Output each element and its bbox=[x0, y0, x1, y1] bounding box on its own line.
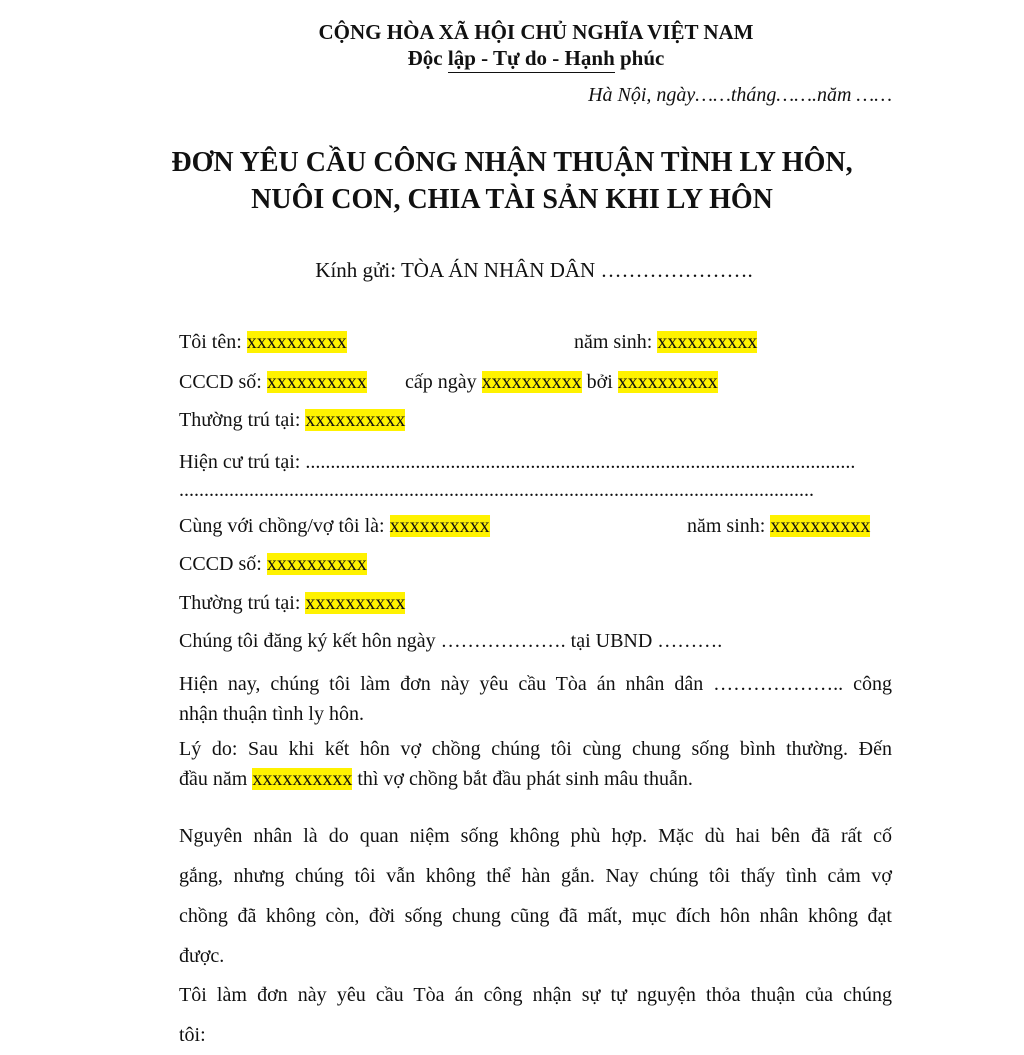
applicant-name-value: xxxxxxxxxx bbox=[246, 331, 347, 353]
spouse-residence-row bbox=[179, 592, 405, 615]
request-paragraph bbox=[179, 669, 892, 729]
spouse-name-row bbox=[179, 515, 490, 538]
spouse-birth-row bbox=[687, 515, 870, 538]
closing-line-2: tôi: bbox=[179, 1024, 206, 1046]
applicant-issued-value: xxxxxxxxxx bbox=[481, 371, 582, 393]
motto-suffix: phúc bbox=[614, 46, 665, 70]
applicant-residence-row bbox=[179, 409, 405, 432]
applicant-current-row bbox=[179, 451, 892, 474]
applicant-by-value: xxxxxxxxxx bbox=[617, 371, 718, 393]
cause-paragraph bbox=[179, 816, 892, 976]
spouse-birth-label: năm sinh: bbox=[687, 515, 771, 537]
motto-prefix: Độc bbox=[407, 46, 448, 70]
applicant-id-value: xxxxxxxxxx bbox=[266, 371, 367, 393]
applicant-birth-value: xxxxxxxxxx bbox=[657, 331, 758, 353]
reason-year-value: xxxxxxxxxx bbox=[252, 768, 353, 790]
recipient: Kính gửi: TÒA ÁN NHÂN DÂN …………………. bbox=[315, 258, 753, 282]
applicant-issue-row bbox=[405, 371, 718, 394]
reason-line-2 bbox=[179, 764, 892, 794]
applicant-name-row bbox=[179, 331, 347, 354]
spouse-id-label: CCCD số: bbox=[179, 553, 267, 575]
applicant-name-label: Tôi tên: bbox=[179, 331, 247, 353]
closing-line-1: Tôi làm đơn này yêu cầu Tòa án công nhận sự tự nguyện thỏa thuận của chúng bbox=[179, 984, 892, 1006]
document-title-line-1: ĐƠN YÊU CẦU CÔNG NHẬN THUẬN TÌNH LY HÔN, bbox=[171, 147, 853, 178]
marriage-registration: Chúng tôi đăng ký kết hôn ngày ………………. tại UBND ………. bbox=[179, 630, 723, 652]
reason-line-1: Lý do: Sau khi kết hôn vợ chồng chúng tôi cùng chung sống bình thường. Đến bbox=[179, 738, 892, 760]
spouse-name-label: Cùng với chồng/vợ tôi là: bbox=[179, 515, 390, 537]
applicant-current-dots: .............................................................................................................. bbox=[305, 451, 856, 473]
cause-line-2: gắng, nhưng chúng tôi vẫn không thể hàn gắn. Nay chúng tôi thấy tình cảm vợ bbox=[179, 865, 892, 887]
spouse-residence-label: Thường trú tại: bbox=[179, 592, 306, 614]
applicant-current-dots-2: ............................................................................................................................... bbox=[179, 479, 814, 501]
national-title: CỘNG HÒA XÃ HỘI CHỦ NGHĨA VIỆT NAM bbox=[318, 20, 754, 44]
applicant-id-row bbox=[179, 371, 367, 394]
national-motto bbox=[0, 46, 1024, 71]
applicant-id-label: CCCD số: bbox=[179, 371, 267, 393]
spouse-name-value: xxxxxxxxxx bbox=[389, 515, 490, 537]
applicant-birth-row bbox=[574, 331, 757, 354]
applicant-by-label: bởi bbox=[581, 371, 618, 393]
reason-paragraph bbox=[179, 734, 892, 794]
spouse-id-value: xxxxxxxxxx bbox=[266, 553, 367, 575]
spouse-id-row bbox=[179, 553, 367, 576]
applicant-residence-label: Thường trú tại: bbox=[179, 409, 306, 431]
cause-line-3: chồng đã không còn, đời sống chung cũng đã mất, mục đích hôn nhân không đạt bbox=[179, 905, 892, 927]
spouse-residence-value: xxxxxxxxxx bbox=[305, 592, 406, 614]
applicant-issued-label: cấp ngày bbox=[405, 371, 482, 393]
motto-underlined: lập - Tự do - Hạnh bbox=[448, 46, 615, 73]
cause-line-4: được. bbox=[179, 945, 225, 967]
cause-line-1: Nguyên nhân là do quan niệm sống không phù hợp. Mặc dù hai bên đã rất cố bbox=[179, 825, 892, 847]
applicant-current-label: Hiện cư trú tại: bbox=[179, 451, 306, 473]
reason-line-2-suffix: thì vợ chồng bắt đầu phát sinh mâu thuẫn. bbox=[352, 768, 693, 790]
applicant-residence-value: xxxxxxxxxx bbox=[305, 409, 406, 431]
spouse-birth-value: xxxxxxxxxx bbox=[770, 515, 871, 537]
place-date: Hà Nội, ngày……tháng…….năm …… bbox=[588, 84, 892, 106]
closing-paragraph bbox=[179, 975, 892, 1055]
reason-line-2-prefix: đầu năm bbox=[179, 768, 253, 790]
applicant-birth-label: năm sinh: bbox=[574, 331, 658, 353]
document-title-line-2: NUÔI CON, CHIA TÀI SẢN KHI LY HÔN bbox=[251, 184, 773, 215]
request-line-2: nhận thuận tình ly hôn. bbox=[179, 703, 364, 725]
request-line-1: Hiện nay, chúng tôi làm đơn này yêu cầu Tòa án nhân dân ……………….. công bbox=[179, 673, 892, 695]
